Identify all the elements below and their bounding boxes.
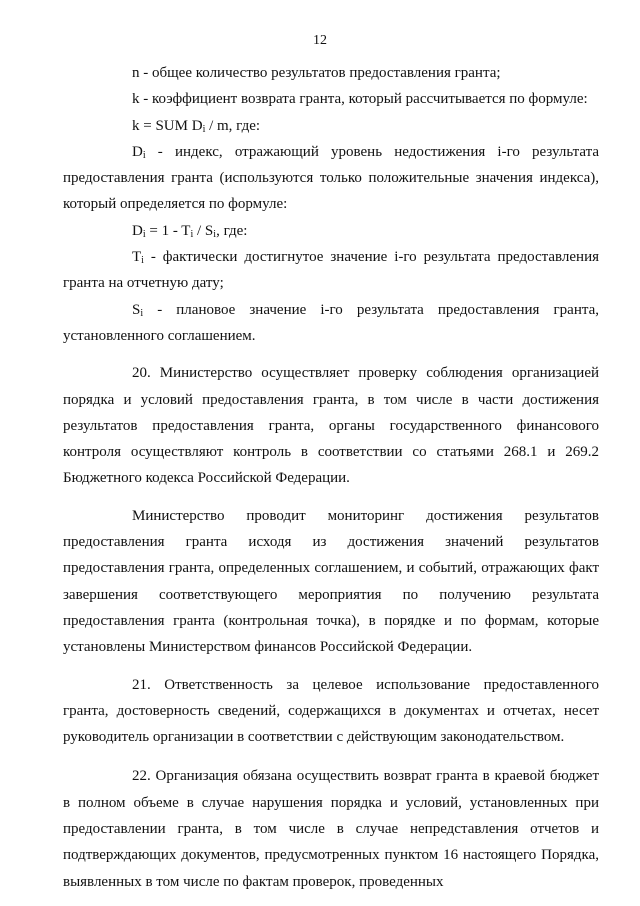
k-formula: k = SUM $D_i$ / m, где: — [132, 117, 261, 135]
page-number: 12 — [313, 33, 327, 48]
n-definition: n - общее количество результатов предоставления гранта; — [132, 65, 501, 81]
paragraph-22: 22. Организация обязана осуществить возврат гранта в краевой бюджет в полном объеме в случае нарушения порядка и условий, установленных при предоставлении гранта, в том числе в случае непредставления отчетов и подтверждающих документов, предусмотренных пунктом 16 настоящего Порядка, выявленных в том числе по фактам проверок, проведенных — [63, 768, 599, 890]
paragraph-21: 21. Ответственность за целевое использование предоставленного гранта, достоверность сведений, содержащихся в документах и отчетах, несет руководитель организации в соответствии с действующим законодательством. — [63, 676, 599, 746]
s-definition: $S_i$ - плановое значение i-го результата предоставления гранта, установленного соглашением. — [63, 301, 599, 344]
k-definition: k - коэффициент возврата гранта, который рассчитывается по формуле: — [132, 91, 588, 108]
document-body — [63, 60, 599, 895]
d-definition: $D_i$ - индекс, отражающий уровень недостижения i-го результата предоставления гранта (используются только положительные значения индекса), который определяется по формуле: — [63, 143, 599, 213]
t-definition: $T_i$ - фактически достигнутое значение i-го результата предоставления гранта на отчетную дату; — [63, 249, 599, 292]
paragraph-20: 20. Министерство осуществляет проверку соблюдения организацией порядка и условий предоставления гранта, в том числе в части достижения результатов предоставления гранта, органы государственного финансового контроля осуществляют контроль в соответствии со статьями 268.1 и 269.2 Бюджетного кодекса Российской Федерации. — [63, 365, 599, 487]
monitoring-paragraph: Министерство проводит мониторинг достижения результатов предоставления гранта исходя из достижения значений результатов предоставления гранта, определенных соглашением, и событий, отражающих факт завершения соответствующего мероприятия по получению результата предоставления гранта (контрольная точка), в порядке и по формам, которые установлены Министерством финансов Российской Федерации. — [63, 507, 599, 656]
d-formula: $D_i = 1 - T_i / S_i$, где: — [132, 222, 248, 240]
